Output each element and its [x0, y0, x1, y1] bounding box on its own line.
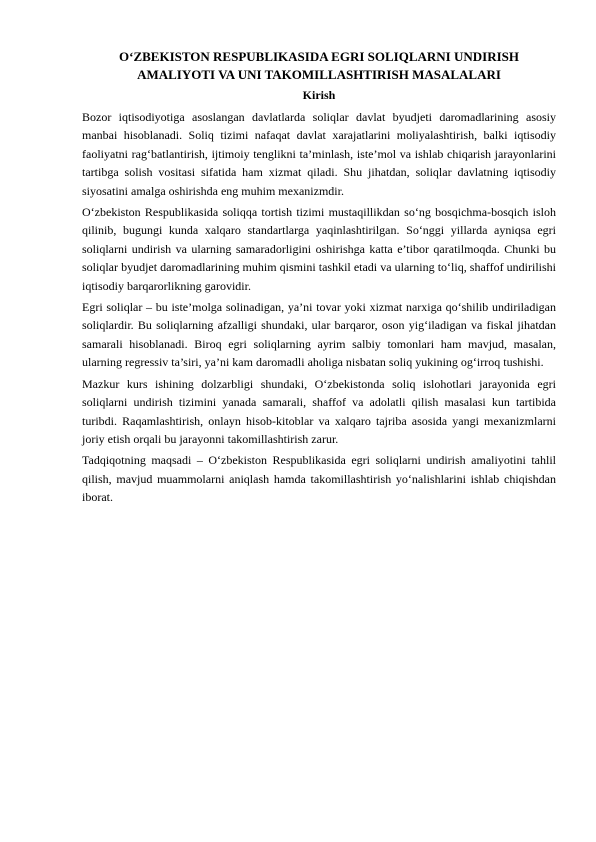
paragraph-1: Bozor iqtisodiyotiga asoslangan davlatlarda soliqlar davlat byudjeti daromadlarining asosiy manbai hisoblanadi. Soliq tizimi nafaqat davlat xarajatlarini moliyalashtirish, balki iqtisodiy faoliyatni rag‘batlantirish, ijtimoiy tenglikni ta’minlash, iste’mol va ishlab chiqarish jarayonlarini tartibga solish vositasi sifatida ham xizmat qiladi. Shu jihatdan, soliqlar davlatning iqtisodiy siyosatini amalga oshirishda eng muhim mexanizmdir. — [82, 110, 556, 198]
section-heading: Kirish — [302, 88, 336, 102]
paragraph-4: Mazkur kurs ishining dolzarbligi shundaki, O‘zbekistonda soliq islohotlari jarayonida egri soliqlarni undirish tizimini yanada samarali, shaffof va adolatli qilish masalasi kun tartibida turibdi. Raqamlashtirish, onlayn hisob-kitoblar va xalqaro tajriba asosida yangi mexanizmlarni joriy etish orqali bu jarayonni takomillashtirish zarur. — [82, 376, 556, 446]
title-line-2: AMALIYOTI VA UNI TAKOMILLASHTIRISH MASALALARI — [137, 67, 501, 82]
paragraph-5: Tadqiqotning maqsadi – O‘zbekiston Respublikasida egri soliqlarni undirish amaliyotini tahlil qilish, mavjud muammolarni aniqlash hamda takomillashtirish yo‘nalishlarini ishlab chiqishdan iborat. — [82, 453, 556, 505]
paragraph-3: Egri soliqlar – bu iste’molga solinadigan, ya’ni tovar yoki xizmat narxiga qo‘shilib undiriladigan soliqlardir. Bu soliqlarning afzalligi shundaki, ular barqaror, oson yig‘iladigan va fiskal jihatdan samarali hisoblanadi. Biroq egri soliqlarning ayrim salbiy tomonlari ham mavjud, masalan, ularning regressiv ta’siri, ya’ni kam daromadli aholiga nisbatan soliq yukining og‘irroq tushishi. — [82, 300, 556, 370]
title-line-1: O‘ZBEKISTON RESPUBLIKASIDA EGRI SOLIQLARNI UNDIRISH — [119, 49, 519, 64]
document-title — [82, 48, 556, 84]
paragraph-2: O‘zbekiston Respublikasida soliqqa tortish tizimi mustaqillikdan so‘ng bosqichma-bosqich isloh qilinib, bugungi kunda xalqaro standartlarga yaqinlashtirilgan. So‘nggi yillarda ayniqsa egri soliqlarni undirish va ularning samaradorligini oshirishga katta e’tibor qaratilmoqda. Chunki bu soliqlar byudjet daromadlarining muhim qismini tashkil etadi va ularning to‘liq, shaffof undirilishi iqtisodiy barqarorlikning garovidir. — [82, 205, 556, 293]
